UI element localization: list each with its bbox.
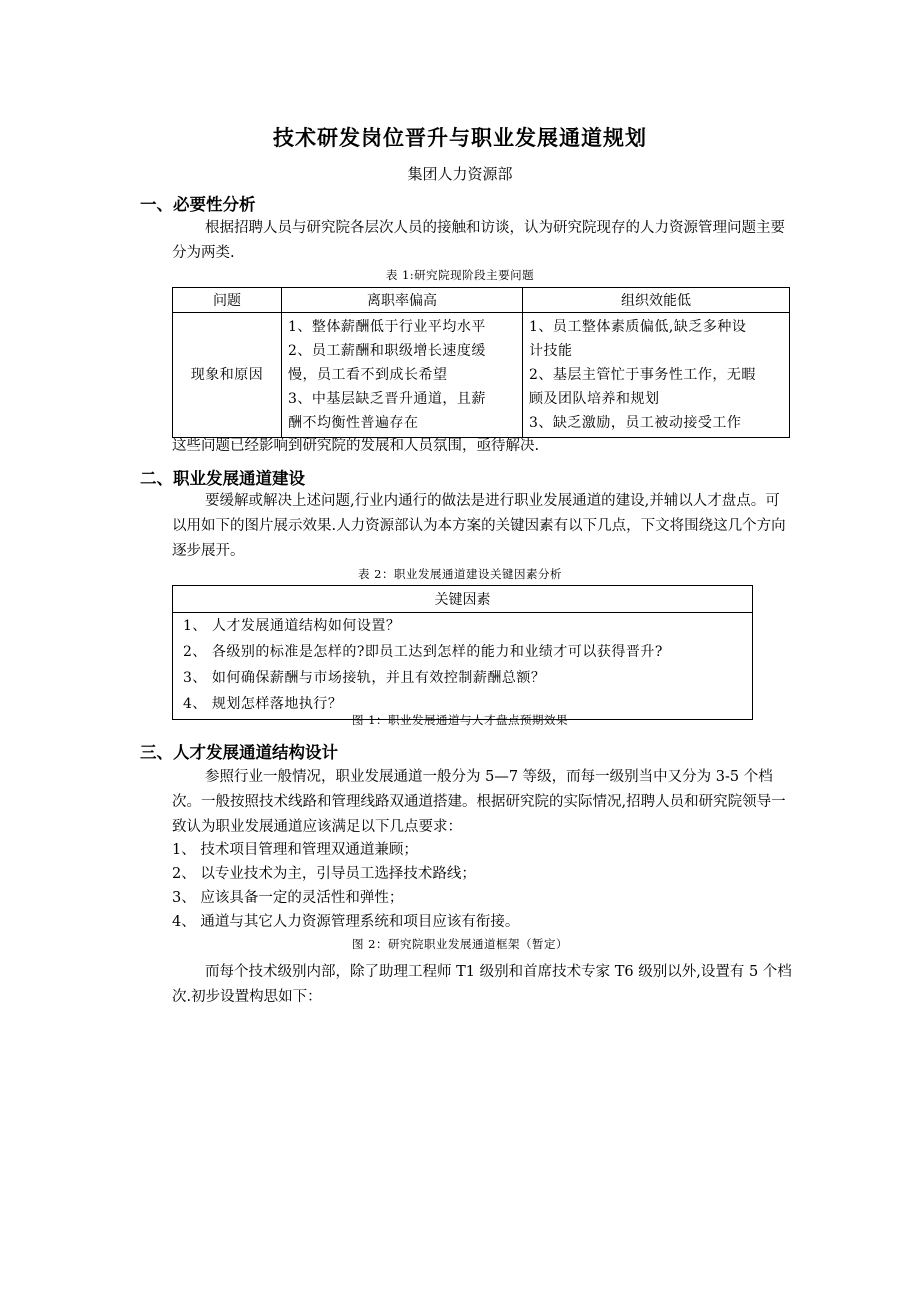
table-header-cell: 离职率偏高 bbox=[282, 288, 523, 313]
table-row-label: 现象和原因 bbox=[173, 313, 282, 438]
list-item: 2、 以专业技术为主，引导员工选择技术路线； bbox=[172, 866, 476, 882]
section-heading-3: 三、人才发展通道结构设计 bbox=[140, 743, 338, 762]
section-heading-1: 一、必要性分析 bbox=[140, 195, 256, 214]
section-heading-2: 二、职业发展通道建设 bbox=[140, 469, 305, 488]
table-row bbox=[173, 613, 753, 640]
list-item: 3、 应该具备一定的灵活性和弹性； bbox=[172, 890, 404, 906]
table-header-row bbox=[173, 288, 790, 313]
list-item: 1、 人才发展通道结构如何设置？ bbox=[173, 613, 753, 640]
table-header-cell: 关键因素 bbox=[173, 586, 753, 613]
section3-paragraph: 参照行业一般情况，职业发展通道一般分为 5—7 等级，而每一级别当中又分为 3-5 个档次。一般按照技术线路和管理线路双通道搭建。根据研究院的实际情况,招聘人员和研究院领导一致认为职业发展通道应该满足以下几点要求： bbox=[172, 769, 786, 835]
section2-paragraph: 要缓解或解决上述问题,行业内通行的做法是进行职业发展通道的建设,并辅以人才盘点。可以用如下的图片展示效果.人力资源部认为本方案的关键因素有以下几点，下文将围绕这几个方向逐步展开。 bbox=[172, 493, 786, 559]
table-row bbox=[173, 639, 753, 665]
section1-paragraph: 根据招聘人员与研究院各层次人员的接触和访谈，认为研究院现存的人力资源管理问题主要分为两类. bbox=[172, 220, 785, 261]
page-subtitle: 集团人力资源部 bbox=[407, 165, 513, 183]
list-item: 3、 如何确保薪酬与市场接轨，并且有效控制薪酬总额？ bbox=[173, 665, 753, 691]
table-header-row bbox=[173, 586, 753, 613]
list-item: 4、 规划怎样落地执行？ bbox=[173, 691, 753, 720]
cell-line: 计技能 bbox=[529, 343, 573, 359]
section3-after-text: 而每个技术级别内部，除了助理工程师 T1 级别和首席技术专家 T6 级别以外,设置有 5 个档次.初步设置构思如下： bbox=[172, 964, 792, 1005]
figure1-caption: 图 1：职业发展通道与人才盘点预期效果 bbox=[352, 713, 568, 727]
cell-line: 2、员工薪酬和职级增长速度缓 bbox=[288, 343, 486, 359]
cell-line: 1、员工整体素质偏低,缺乏多种设 bbox=[529, 319, 747, 335]
table-cell-efficiency bbox=[523, 313, 790, 438]
table-row bbox=[173, 313, 790, 438]
list-item: 1、 技术项目管理和管理双通道兼顾； bbox=[172, 842, 418, 858]
table1-caption: 表 1:研究院现阶段主要问题 bbox=[385, 268, 535, 282]
table-header-cell: 组织效能低 bbox=[523, 288, 790, 313]
cell-line: 3、中基层缺乏晋升通道，且薪 bbox=[288, 391, 486, 407]
table-row bbox=[173, 665, 753, 691]
cell-line: 1、整体薪酬低于行业平均水平 bbox=[288, 319, 486, 335]
table-header-cell: 问题 bbox=[173, 288, 282, 313]
cell-line: 顾及团队培养和规划 bbox=[529, 391, 660, 407]
cell-line: 3、缺乏激励，员工被动接受工作 bbox=[529, 415, 742, 431]
list-item: 2、 各级别的标准是怎样的?即员工达到怎样的能力和业绩才可以获得晋升? bbox=[173, 639, 753, 665]
problems-table bbox=[172, 287, 790, 438]
section1-after-text: 这些问题已经影响到研究院的发展和人员氛围，亟待解决. bbox=[172, 438, 540, 454]
key-factors-table bbox=[172, 585, 753, 720]
cell-line: 2、基层主管忙于事务性工作，无暇 bbox=[529, 367, 756, 383]
cell-line: 酬不均衡性普遍存在 bbox=[288, 415, 419, 431]
list-item: 4、 通道与其它人力资源管理系统和项目应该有衔接。 bbox=[172, 914, 520, 930]
table2-caption: 表 2：职业发展通道建设关键因素分析 bbox=[358, 567, 562, 581]
page-title: 技术研发岗位晋升与职业发展通道规划 bbox=[273, 125, 647, 150]
cell-line: 慢，员工看不到成长希望 bbox=[288, 367, 448, 383]
table-cell-turnover bbox=[282, 313, 523, 438]
figure2-caption: 图 2：研究院职业发展通道框架（暂定） bbox=[352, 937, 568, 951]
